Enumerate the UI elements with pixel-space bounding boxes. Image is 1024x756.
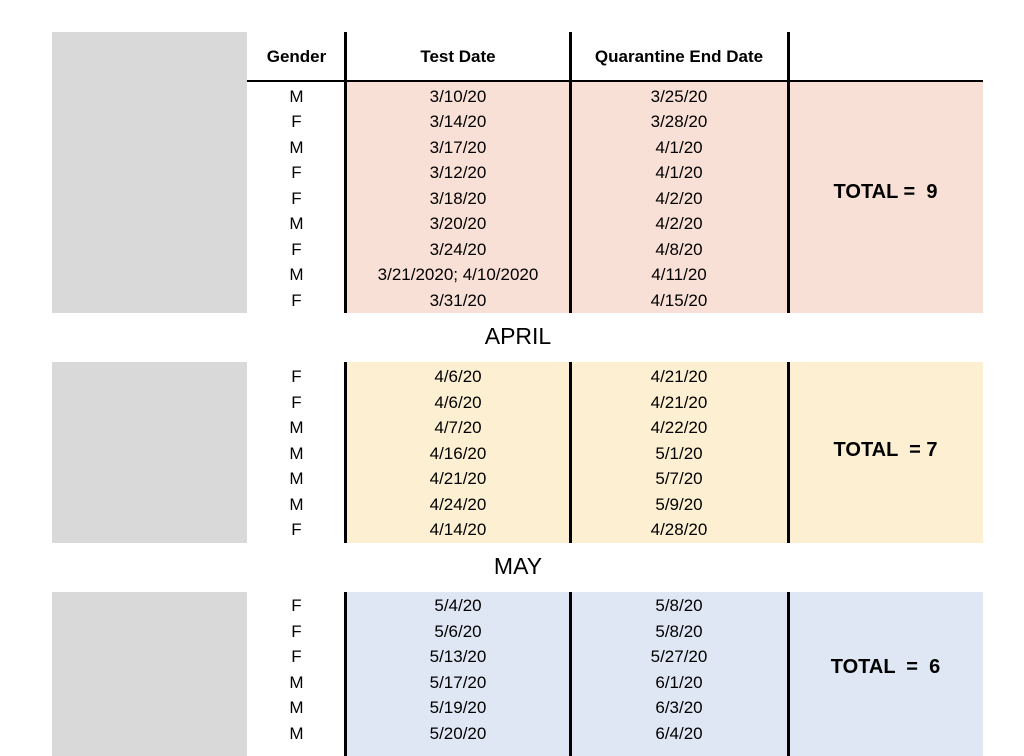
quarantine-end-cell: 5/9/20	[655, 494, 703, 514]
march-total: TOTAL = 9	[833, 181, 938, 203]
quarantine-end-cell: 6/4/20	[655, 723, 703, 743]
gender-cell: M	[289, 86, 304, 106]
quarantine-end-cell: 6/1/20	[655, 672, 703, 692]
gender-cell: F	[291, 367, 302, 386]
quarantine-end-cell: 5/1/20	[655, 443, 703, 463]
march-vline-3	[787, 82, 790, 313]
month-label-may: MAY	[493, 553, 543, 579]
table-row	[247, 186, 789, 212]
test-date-cell: 3/31/20	[429, 290, 487, 310]
table-row	[247, 262, 789, 288]
quarantine-end-cell: 5/7/20	[655, 469, 703, 488]
march-section	[247, 82, 983, 313]
test-date-cell: 5/13/20	[429, 647, 487, 666]
may-section	[247, 592, 983, 756]
april-total: TOTAL = 7	[833, 439, 938, 461]
test-date-cell: 4/6/20	[434, 392, 482, 412]
test-date-cell: 3/21/2020; 4/10/2020	[377, 265, 539, 284]
quarantine-end-cell: 3/25/20	[650, 86, 708, 106]
header-vline-1	[344, 32, 347, 82]
april-vline-3	[787, 362, 790, 543]
gender-cell: M	[289, 494, 304, 514]
table-row	[247, 517, 789, 543]
header-gender: Gender	[266, 47, 327, 66]
table-row	[247, 237, 789, 263]
table-row	[247, 288, 789, 314]
header-quarantine-end-date: Quarantine End Date	[594, 47, 764, 66]
gender-cell: F	[291, 188, 302, 208]
gender-cell: F	[291, 290, 302, 310]
table-row	[247, 364, 789, 390]
gender-cell: F	[291, 112, 302, 131]
test-date-cell: 5/17/20	[429, 672, 487, 692]
gender-cell: M	[289, 265, 304, 284]
may-total: TOTAL = 6	[830, 656, 941, 678]
quarantine-end-cell: 4/11/20	[651, 265, 707, 284]
gender-cell: M	[289, 672, 304, 692]
test-date-cell: 3/10/20	[429, 86, 487, 106]
test-date-cell: 3/18/20	[429, 188, 487, 208]
test-date-cell: 5/19/20	[429, 698, 487, 717]
gender-cell: M	[289, 469, 304, 488]
gender-cell: F	[291, 520, 302, 539]
table-row	[247, 160, 789, 186]
table-row	[247, 211, 789, 237]
table-row	[247, 84, 789, 110]
test-date-cell: 5/20/20	[429, 723, 487, 743]
quarantine-end-cell: 4/2/20	[655, 188, 703, 208]
quarantine-end-cell: 4/21/20	[650, 367, 708, 386]
april-section	[247, 362, 983, 543]
quarantine-end-cell: 5/8/20	[655, 621, 703, 641]
quarantine-end-cell: 4/22/20	[650, 418, 708, 437]
table-row	[247, 492, 789, 518]
may-vline-3	[787, 592, 790, 756]
table-row	[247, 619, 789, 645]
quarantine-end-cell: 4/28/20	[650, 520, 708, 539]
quarantine-end-cell: 6/3/20	[655, 698, 703, 717]
test-date-cell: 4/14/20	[429, 520, 487, 539]
header-vline-2	[569, 32, 572, 82]
table-row	[247, 135, 789, 161]
redacted-block-march	[52, 32, 247, 313]
gender-cell: M	[289, 443, 304, 463]
gender-cell: F	[291, 392, 302, 412]
quarantine-end-cell: 4/2/20	[655, 214, 703, 233]
may-vline-1	[344, 592, 347, 756]
gender-cell: M	[289, 418, 304, 437]
header-vline-3	[787, 32, 790, 82]
march-vline-2	[569, 82, 572, 313]
test-date-cell: 4/6/20	[434, 367, 482, 386]
gender-cell: F	[291, 621, 302, 641]
test-date-cell: 4/21/20	[429, 469, 487, 488]
quarantine-end-cell: 5/8/20	[655, 596, 703, 615]
table-row	[247, 441, 789, 467]
quarantine-end-cell: 4/8/20	[655, 239, 703, 259]
april-vline-2	[569, 362, 572, 543]
table-row	[247, 415, 789, 441]
test-date-cell: 5/4/20	[434, 596, 482, 615]
quarantine-end-cell: 4/1/20	[655, 163, 703, 182]
header-test-date: Test Date	[420, 47, 496, 66]
table-row	[247, 466, 789, 492]
quarantine-end-cell: 5/27/20	[650, 647, 708, 666]
quarantine-end-cell: 3/28/20	[650, 112, 708, 131]
test-date-cell: 4/24/20	[429, 494, 487, 514]
test-date-cell: 3/20/20	[429, 214, 487, 233]
gender-cell: F	[291, 596, 302, 615]
test-date-cell: 5/6/20	[434, 621, 482, 641]
test-date-cell: 3/14/20	[429, 112, 487, 131]
may-vline-2	[569, 592, 572, 756]
redacted-block-april	[52, 362, 247, 543]
table-row	[247, 644, 789, 670]
gender-cell: M	[289, 698, 304, 717]
test-date-cell: 3/24/20	[429, 239, 487, 259]
quarantine-end-cell: 4/1/20	[655, 137, 703, 157]
test-date-cell: 4/16/20	[429, 443, 487, 463]
april-vline-1	[344, 362, 347, 543]
test-date-cell: 3/17/20	[429, 137, 487, 157]
gender-cell: M	[289, 723, 304, 743]
gender-cell: M	[289, 214, 304, 233]
month-label-april: APRIL	[484, 323, 552, 349]
table-row	[247, 593, 789, 619]
table-row	[247, 721, 789, 747]
gender-cell: F	[291, 647, 302, 666]
table-row	[247, 695, 789, 721]
gender-cell: F	[291, 163, 302, 182]
march-vline-1	[344, 82, 347, 313]
table-row	[247, 390, 789, 416]
gender-cell: F	[291, 239, 302, 259]
gender-cell: M	[289, 137, 304, 157]
redacted-block-may	[52, 592, 247, 756]
test-date-cell: 4/7/20	[434, 418, 482, 437]
quarantine-end-cell: 4/15/20	[650, 290, 708, 310]
test-date-cell: 3/12/20	[429, 163, 487, 182]
table-row	[247, 670, 789, 696]
quarantine-end-cell: 4/21/20	[650, 392, 708, 412]
table-row	[247, 109, 789, 135]
